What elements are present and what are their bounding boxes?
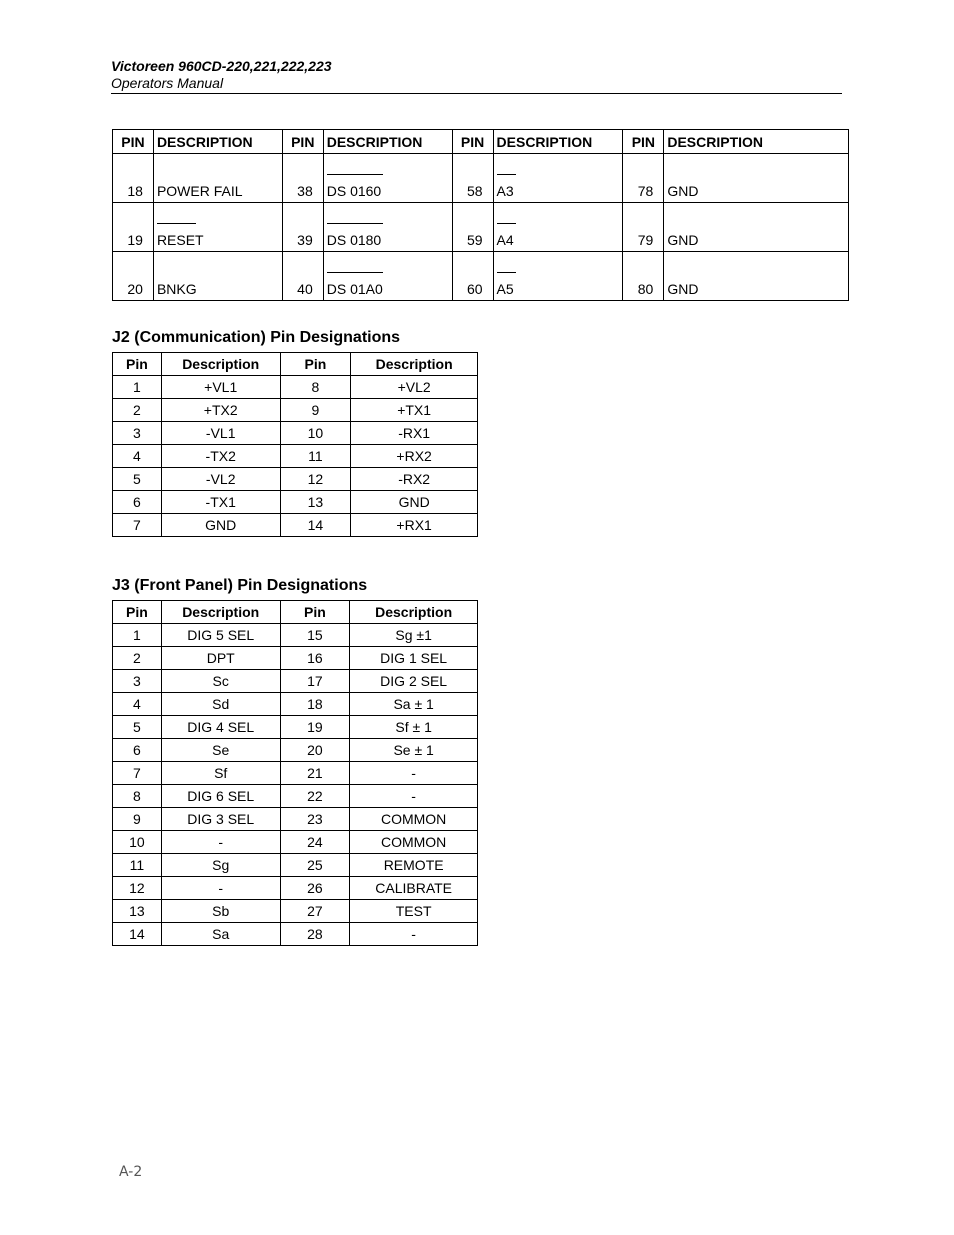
- table-row: [113, 716, 478, 739]
- description-cell: BNKG: [153, 252, 282, 301]
- active-low-signal: DS 0160: [327, 183, 381, 199]
- pin-cell: 26: [280, 877, 350, 900]
- pin-cell: 7: [113, 762, 162, 785]
- pin-cell: 23: [280, 808, 350, 831]
- pin-cell: 58: [452, 154, 493, 203]
- pin-cell: 20: [280, 739, 350, 762]
- column-header: Description: [161, 601, 280, 624]
- page-number: A-2: [119, 1164, 143, 1180]
- column-header: PIN: [623, 130, 664, 154]
- description-cell: -: [350, 785, 478, 808]
- pin-cell: 28: [280, 923, 350, 946]
- active-low-signal: A3: [497, 183, 514, 199]
- description-cell: Sf ± 1: [350, 716, 478, 739]
- description-cell: DIG 1 SEL: [350, 647, 478, 670]
- pin-cell: 80: [623, 252, 664, 301]
- description-cell: +VL1: [161, 376, 280, 399]
- description-cell: GND: [664, 203, 849, 252]
- pin-cell: 14: [280, 514, 351, 537]
- description-cell: DIG 5 SEL: [161, 624, 280, 647]
- column-header: Pin: [280, 353, 351, 376]
- column-header: DESCRIPTION: [664, 130, 849, 154]
- overline-mark: [497, 272, 516, 273]
- description-cell: POWER FAIL: [153, 154, 282, 203]
- description-cell: -TX2: [161, 445, 280, 468]
- pin-cell: 2: [113, 399, 162, 422]
- description-cell: -: [161, 877, 280, 900]
- table-row: [113, 877, 478, 900]
- pin-cell: 60: [452, 252, 493, 301]
- description-cell: TEST: [350, 900, 478, 923]
- column-header: Pin: [280, 601, 350, 624]
- table-row: [113, 854, 478, 877]
- active-low-signal: A5: [497, 281, 514, 297]
- pin-cell: 6: [113, 491, 162, 514]
- column-header: Description: [351, 353, 478, 376]
- pin-cell: 9: [113, 808, 162, 831]
- overline-mark: [327, 223, 383, 224]
- table-row: [113, 376, 478, 399]
- description-cell: DIG 6 SEL: [161, 785, 280, 808]
- document-title: Victoreen 960CD-220,221,222,223: [111, 58, 332, 74]
- description-cell: Sg ±1: [350, 624, 478, 647]
- description-cell: +TX1: [351, 399, 478, 422]
- document-subtitle: Operators Manual: [111, 75, 224, 91]
- pin-cell: 5: [113, 468, 162, 491]
- table-row: [113, 491, 478, 514]
- pin-cell: 4: [113, 693, 162, 716]
- table-header-row: [113, 601, 478, 624]
- pin-cell: 20: [113, 252, 154, 301]
- column-header: PIN: [113, 130, 154, 154]
- pin-cell: 39: [282, 203, 323, 252]
- pin-cell: 79: [623, 203, 664, 252]
- pin-cell: 24: [280, 831, 350, 854]
- pin-cell: 19: [280, 716, 350, 739]
- description-cell: [323, 252, 452, 301]
- column-header: DESCRIPTION: [493, 130, 623, 154]
- table-row: [113, 468, 478, 491]
- column-header: DESCRIPTION: [323, 130, 452, 154]
- description-cell: Sa ± 1: [350, 693, 478, 716]
- description-cell: -: [350, 923, 478, 946]
- description-cell: -TX1: [161, 491, 280, 514]
- description-cell: Sd: [161, 693, 280, 716]
- pin-cell: 13: [113, 900, 162, 923]
- pin-cell: 78: [623, 154, 664, 203]
- description-cell: -: [350, 762, 478, 785]
- description-cell: Sf: [161, 762, 280, 785]
- pin-cell: 40: [282, 252, 323, 301]
- pin-cell: 10: [280, 422, 351, 445]
- table-row: [113, 422, 478, 445]
- description-cell: Sc: [161, 670, 280, 693]
- description-cell: +VL2: [351, 376, 478, 399]
- table-row: [113, 624, 478, 647]
- table-row: [113, 808, 478, 831]
- table-row: [113, 739, 478, 762]
- description-cell: [493, 203, 623, 252]
- table-row: [113, 762, 478, 785]
- active-low-signal: RESET: [157, 232, 204, 248]
- description-cell: +RX1: [351, 514, 478, 537]
- pin-cell: 11: [280, 445, 351, 468]
- pin-cell: 18: [113, 154, 154, 203]
- description-cell: -RX1: [351, 422, 478, 445]
- pin-cell: 12: [113, 877, 162, 900]
- column-header: DESCRIPTION: [153, 130, 282, 154]
- pin-cell: 8: [280, 376, 351, 399]
- table-row: [113, 154, 849, 203]
- pin-cell: 3: [113, 422, 162, 445]
- description-cell: COMMON: [350, 808, 478, 831]
- description-cell: GND: [664, 154, 849, 203]
- description-cell: [323, 203, 452, 252]
- description-cell: DPT: [161, 647, 280, 670]
- table-row: [113, 203, 849, 252]
- description-cell: Sa: [161, 923, 280, 946]
- column-header: PIN: [282, 130, 323, 154]
- description-cell: DIG 3 SEL: [161, 808, 280, 831]
- description-cell: [493, 252, 623, 301]
- pin-cell: 13: [280, 491, 351, 514]
- pin-cell: 10: [113, 831, 162, 854]
- description-cell: Se: [161, 739, 280, 762]
- description-cell: -: [161, 831, 280, 854]
- pin-cell: 27: [280, 900, 350, 923]
- description-cell: -RX2: [351, 468, 478, 491]
- description-cell: Se ± 1: [350, 739, 478, 762]
- table-row: [113, 445, 478, 468]
- column-header: Description: [350, 601, 478, 624]
- pin-cell: 21: [280, 762, 350, 785]
- pin-cell: 22: [280, 785, 350, 808]
- pin-cell: 25: [280, 854, 350, 877]
- active-low-signal: DS 01A0: [327, 281, 383, 297]
- pin-cell: 5: [113, 716, 162, 739]
- description-cell: +RX2: [351, 445, 478, 468]
- description-cell: [493, 154, 623, 203]
- description-cell: GND: [664, 252, 849, 301]
- pin-cell: 14: [113, 923, 162, 946]
- active-low-signal: A4: [497, 232, 514, 248]
- overline-mark: [327, 174, 383, 175]
- pin-cell: 17: [280, 670, 350, 693]
- pin-cell: 2: [113, 647, 162, 670]
- j3-pin-table: [112, 600, 478, 946]
- description-cell: REMOTE: [350, 854, 478, 877]
- description-cell: GND: [161, 514, 280, 537]
- table-row: [113, 900, 478, 923]
- j2-pin-table: [112, 352, 478, 537]
- pin-cell: 15: [280, 624, 350, 647]
- description-cell: +TX2: [161, 399, 280, 422]
- table-row: [113, 693, 478, 716]
- description-cell: DIG 4 SEL: [161, 716, 280, 739]
- description-cell: [323, 154, 452, 203]
- pin-cell: 4: [113, 445, 162, 468]
- pin-cell: 12: [280, 468, 351, 491]
- pin-cell: 9: [280, 399, 351, 422]
- pin-cell: 6: [113, 739, 162, 762]
- overline-mark: [157, 223, 196, 224]
- description-cell: Sg: [161, 854, 280, 877]
- pin-cell: 8: [113, 785, 162, 808]
- pin-cell: 1: [113, 624, 162, 647]
- pin-cell: 7: [113, 514, 162, 537]
- pin-table-continued: [112, 129, 849, 301]
- table-row: [113, 923, 478, 946]
- description-cell: [153, 203, 282, 252]
- table-row: [113, 647, 478, 670]
- table-row: [113, 670, 478, 693]
- description-cell: -VL1: [161, 422, 280, 445]
- table-row: [113, 785, 478, 808]
- description-cell: Sb: [161, 900, 280, 923]
- j3-section-title: J3 (Front Panel) Pin Designations: [112, 577, 368, 594]
- description-cell: GND: [351, 491, 478, 514]
- pin-cell: 38: [282, 154, 323, 203]
- table-header-row: [113, 353, 478, 376]
- pin-cell: 11: [113, 854, 162, 877]
- active-low-signal: DS 0180: [327, 232, 381, 248]
- description-cell: CALIBRATE: [350, 877, 478, 900]
- table-row: [113, 831, 478, 854]
- table-row: [113, 514, 478, 537]
- table-header-row: [113, 130, 849, 154]
- overline-mark: [497, 174, 516, 175]
- page-header: [111, 57, 842, 94]
- column-header: PIN: [452, 130, 493, 154]
- table-row: [113, 252, 849, 301]
- overline-mark: [497, 223, 516, 224]
- j2-section-title: J2 (Communication) Pin Designations: [112, 329, 401, 346]
- column-header: Pin: [113, 353, 162, 376]
- pin-cell: 1: [113, 376, 162, 399]
- overline-mark: [327, 272, 383, 273]
- description-cell: DIG 2 SEL: [350, 670, 478, 693]
- pin-cell: 18: [280, 693, 350, 716]
- description-cell: COMMON: [350, 831, 478, 854]
- pin-cell: 16: [280, 647, 350, 670]
- column-header: Description: [161, 353, 280, 376]
- pin-cell: 19: [113, 203, 154, 252]
- column-header: Pin: [113, 601, 162, 624]
- table-row: [113, 399, 478, 422]
- description-cell: -VL2: [161, 468, 280, 491]
- pin-cell: 3: [113, 670, 162, 693]
- pin-cell: 59: [452, 203, 493, 252]
